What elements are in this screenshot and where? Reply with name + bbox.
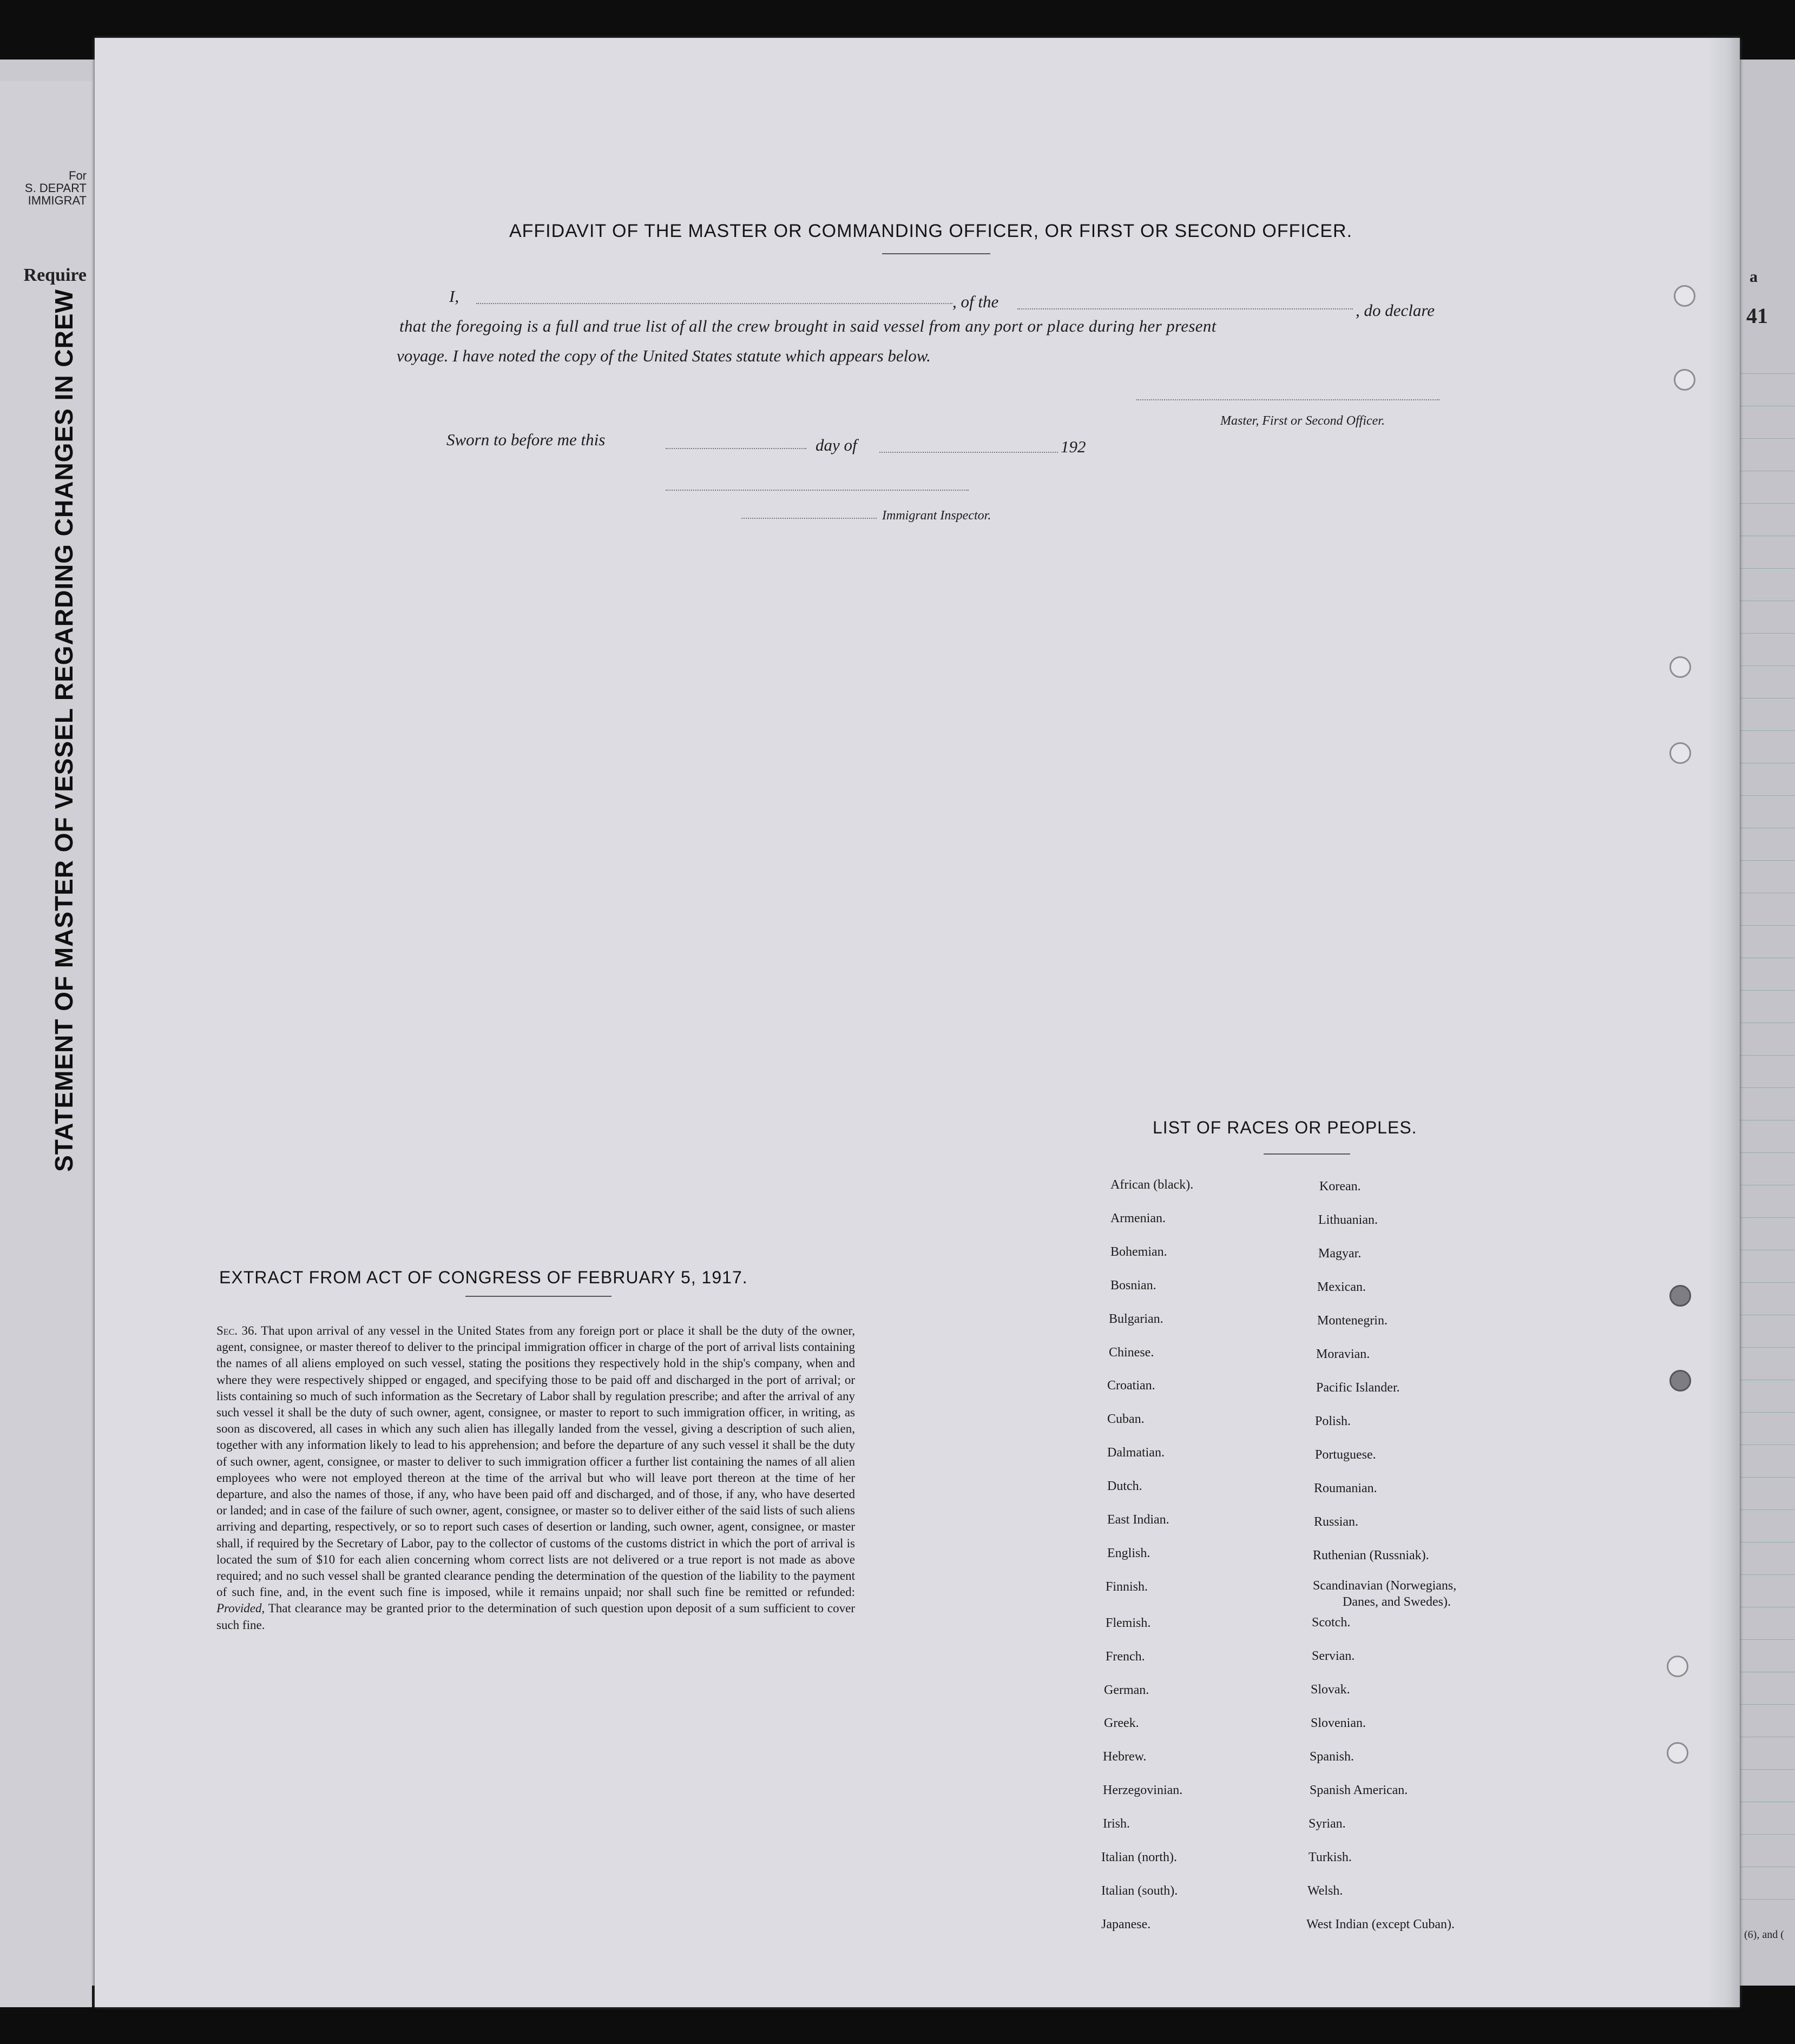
ruled-line (1740, 438, 1795, 439)
race-item: Cuban. (1107, 1412, 1145, 1427)
race-item: Montenegrin. (1317, 1314, 1388, 1328)
ruled-line (1740, 373, 1795, 374)
race-item: Russian. (1314, 1515, 1359, 1529)
ruled-line (1740, 1087, 1795, 1088)
year-label: 192 (1061, 437, 1086, 456)
name-field[interactable] (476, 303, 952, 304)
races-title: LIST OF RACES OR PEOPLES. (1153, 1118, 1417, 1137)
race-item: Slovak. (1311, 1683, 1350, 1697)
punch-hole-icon (1669, 1370, 1691, 1392)
punch-hole-icon (1669, 742, 1691, 764)
page-edge-shadow (1707, 38, 1740, 2007)
affidavit-title: AFFIDAVIT OF THE MASTER OR COMMANDING OFFICER, OR FIRST OR SECOND OFFICER. (509, 221, 1353, 241)
race-item: Bulgarian. (1109, 1311, 1163, 1326)
ruled-line (1740, 795, 1795, 796)
race-item: Flemish. (1106, 1616, 1151, 1630)
race-item: Polish. (1315, 1414, 1351, 1428)
ruled-line (1740, 503, 1795, 504)
fragment-text: (6), and ( (1744, 1929, 1784, 1941)
title-underline (882, 253, 990, 254)
punch-hole-icon (1669, 1285, 1691, 1307)
provided-term: Provided, (216, 1601, 265, 1616)
race-item: Ruthenian (Russniak). (1313, 1548, 1429, 1562)
punch-hole-icon (1674, 369, 1695, 391)
race-item: Roumanian. (1314, 1481, 1377, 1495)
race-item: Greek. (1104, 1716, 1139, 1731)
fragment-text: S. DEPART (24, 181, 87, 195)
statute-body-end: That clearance may be granted prior to the determination of such question upon deposit of a sum sufficient to cover such fine. (216, 1601, 856, 1632)
race-item: Armenian. (1110, 1211, 1166, 1225)
race-item: Pacific Islander. (1316, 1381, 1400, 1395)
race-item: Herzegovinian. (1103, 1783, 1183, 1798)
fragment-text: Require (23, 265, 87, 285)
race-item: West Indian (except Cuban). (1306, 1917, 1455, 1931)
ruled-line (1740, 568, 1795, 569)
race-item: French. (1106, 1649, 1145, 1664)
ruled-line (1740, 925, 1795, 926)
race-item: Magyar. (1318, 1247, 1362, 1261)
race-item: Bosnian. (1110, 1278, 1156, 1293)
race-item: Scandinavian (Norwegians, (1313, 1579, 1457, 1593)
title-underline (1264, 1153, 1350, 1155)
race-item: Turkish. (1309, 1850, 1352, 1864)
ruled-line (1740, 665, 1795, 666)
side-title: STATEMENT OF MASTER OF VESSEL REGARDING CHANGES IN CREW (50, 289, 78, 1172)
race-item: Croatian. (1107, 1379, 1155, 1393)
ruled-line (1740, 1217, 1795, 1218)
ruled-line (1740, 1574, 1795, 1575)
race-item: Lithuanian. (1318, 1213, 1378, 1227)
ruled-line (1740, 1347, 1795, 1348)
race-item: Servian. (1312, 1649, 1355, 1663)
right-underlying-page (1740, 60, 1795, 1986)
race-item: Dalmatian. (1107, 1446, 1165, 1460)
title-underline (465, 1296, 612, 1297)
ruled-line (1740, 1509, 1795, 1510)
race-item: Italian (north). (1101, 1850, 1177, 1864)
day-of-label: day of (816, 436, 857, 454)
ruled-line (1740, 1282, 1795, 1283)
race-item: Dutch. (1107, 1479, 1142, 1494)
fragment-text: a (1750, 268, 1758, 286)
ruled-line (1740, 990, 1795, 991)
ruled-line (1740, 1834, 1795, 1835)
ruled-line (1740, 1152, 1795, 1153)
race-item: Welsh. (1307, 1884, 1343, 1898)
race-item: English. (1107, 1546, 1150, 1560)
ruled-line (1740, 1055, 1795, 1056)
race-item: Finnish. (1106, 1579, 1148, 1594)
race-item: Spanish. (1310, 1750, 1355, 1764)
race-item: Moravian. (1316, 1347, 1370, 1361)
master-signature-label: Master, First or Second Officer. (1220, 414, 1385, 428)
ruled-line (1740, 730, 1795, 731)
affidavit-body-line-1: that the foregoing is a full and true list of all the crew brought in said vessel from any port or place during her present (399, 317, 1217, 335)
section-number: Sec. 36. (216, 1324, 258, 1337)
race-item: Korean. (1319, 1179, 1361, 1194)
race-item: Italian (south). (1101, 1883, 1178, 1898)
ruled-line (1740, 1769, 1795, 1770)
ruled-line (1740, 1477, 1795, 1478)
vessel-field[interactable] (1017, 308, 1353, 309)
sworn-label: Sworn to before me this (446, 430, 606, 449)
inspector-label: Immigrant Inspector. (882, 509, 991, 523)
sworn-day-field[interactable] (666, 448, 806, 449)
race-item: Mexican. (1317, 1280, 1366, 1294)
ruled-line (1740, 1639, 1795, 1640)
punch-hole-icon (1669, 656, 1691, 678)
punch-hole-icon (1667, 1656, 1688, 1677)
ruled-line (1740, 1704, 1795, 1705)
race-item: Japanese. (1101, 1917, 1151, 1931)
race-item: Portuguese. (1315, 1448, 1376, 1462)
race-item: German. (1104, 1683, 1149, 1697)
race-item: Slovenian. (1311, 1716, 1366, 1730)
race-item: Danes, and Swedes). (1343, 1595, 1451, 1609)
ruled-line (1740, 860, 1795, 861)
race-item: Hebrew. (1103, 1750, 1147, 1764)
ruled-line (1740, 1899, 1795, 1900)
fragment-text: 41 (1746, 304, 1768, 328)
ruled-line (1740, 1412, 1795, 1413)
affidavit-i-label: I, (449, 287, 459, 306)
fragment-text: IMMIGRAT (28, 194, 87, 207)
ruled-line (1740, 633, 1795, 634)
statute-text (216, 1323, 855, 1633)
affidavit-of-the-label: , of the (952, 292, 999, 311)
punch-hole-icon (1674, 285, 1695, 307)
master-signature-field[interactable] (1136, 399, 1439, 400)
affidavit-body-line-2: voyage. I have noted the copy of the United States statute which appears below. (397, 346, 931, 365)
statute-body: That upon arrival of any vessel in the United States from any foreign port or place it shall be the duty of the owner, agent, consignee, or master thereof to deliver to the principal immigration officer in charge of the port of arrival lists containing the names of all aliens employed on such vessel, stating the positions they respectively hold in the ship's company, when and where they were respectively shipped or engaged, and specifying those to be paid off and discharged in the port of arrival; or lists containing so much of such information as the Secretary of Labor shall by regulation prescribe; and after the arrival of any such vessel it shall be the duty of such owner, agent, consignee, or master to report to such immigration officer, in writing, as soon as discovered, all cases in which any such alien has illegally landed from the vessel, giving a description of such alien, together with any information likely to lead to his apprehension; and before the departure of any such vessel it shall be the duty of such owner, agent, consignee, or master to deliver to such immigration officer a further list containing the names of all alien employees who were not employed thereon at the time of the arrival but who will leave port thereon at the time of her departure, and also the names of those, if any, who have been paid off and discharged, and of those, if any, who have deserted or landed; and in case of the failure of such owner, agent, consignee, or master so to deliver either of the said lists of such aliens arriving and departing, respectively, or so to report such cases of desertion or landing, such owner, agent, consignee, or master shall, if required by the Secretary of Labor, pay to the collector of customs of the customs district in which the port of arrival is located the sum of $10 for each alien concerning whom correct lists are not delivered or a true report is not made as above required; and no such vessel shall be granted clearance pending the determination of the question of the liability to the payment of such fine, and, in the event such fine is imposed, while it remains unpaid; nor shall such fine be remitted or refunded: (216, 1324, 855, 1599)
race-item: Scotch. (1312, 1616, 1351, 1630)
race-item: Syrian. (1309, 1817, 1346, 1831)
punch-hole-icon (1667, 1742, 1688, 1764)
race-item: African (black). (1110, 1178, 1194, 1192)
race-item: Spanish American. (1310, 1783, 1408, 1797)
race-item: Bohemian. (1110, 1244, 1167, 1259)
sworn-month-field[interactable] (879, 452, 1058, 453)
inspector-signature-field-2[interactable] (741, 518, 877, 519)
extract-title: EXTRACT FROM ACT OF CONGRESS OF FEBRUARY 5, 1917. (219, 1268, 748, 1287)
inspector-signature-field[interactable] (666, 490, 969, 491)
race-item: East Indian. (1107, 1513, 1169, 1527)
fragment-text: For (69, 169, 87, 182)
race-item: Chinese. (1109, 1345, 1154, 1360)
race-item: Irish. (1103, 1817, 1130, 1831)
affidavit-do-declare: , do declare (1356, 301, 1435, 320)
